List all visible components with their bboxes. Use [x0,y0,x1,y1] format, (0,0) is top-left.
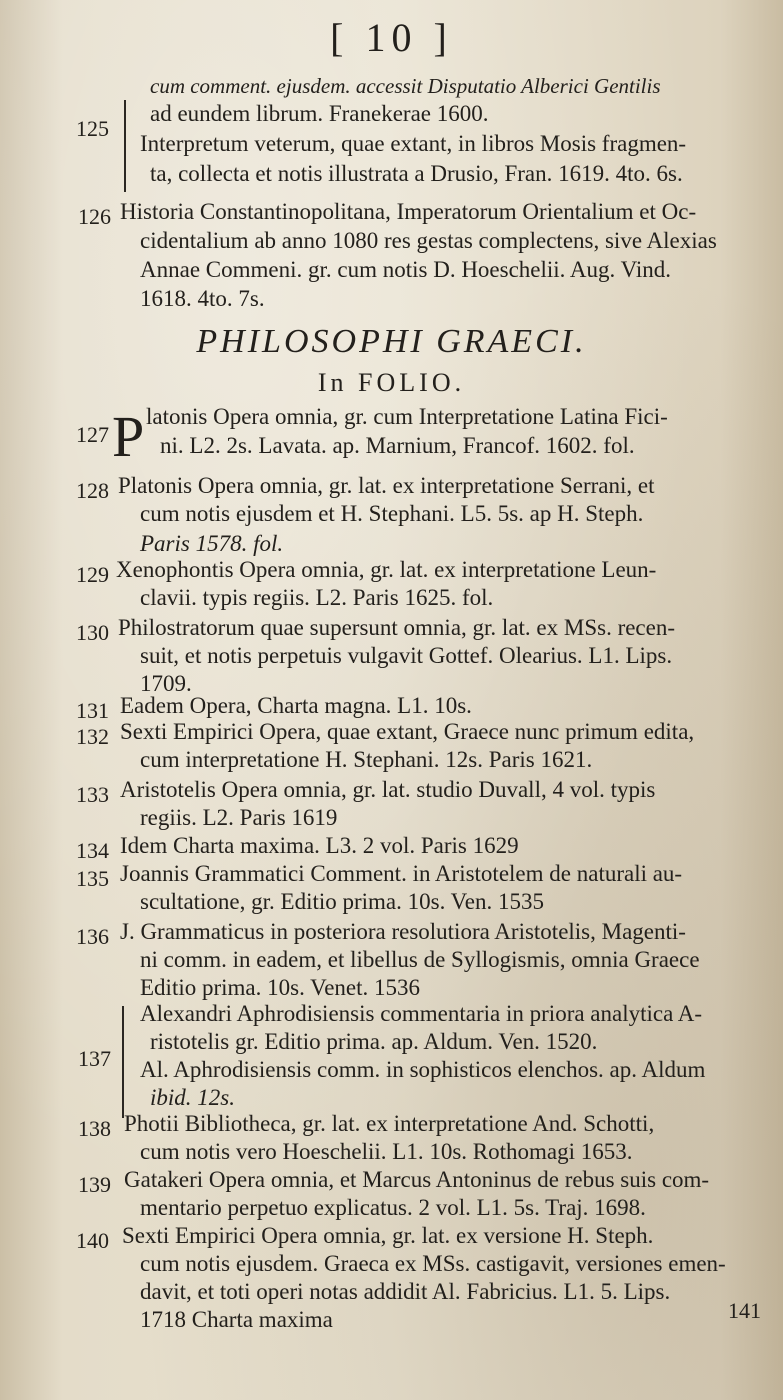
entry-line: J. Grammaticus in posteriora resolutiora Aristotelis, Magenti- [120,919,686,944]
brace-125 [124,100,126,192]
entry-line: Xenophontis Opera omnia, gr. lat. ex interpretatione Leun- [116,557,657,582]
entry-number: 138 [78,1116,111,1141]
entry-line: davit, et toti operi notas addidit Al. Fabricius. L1. 5. Lips. [140,1279,671,1304]
entry-line: 1718 Charta maxima [140,1307,333,1332]
entry-number: 139 [78,1172,111,1197]
entry-line: cum comment. ejusdem. accessit Disputatio Alberici Gentilis [150,74,661,98]
entry-line: ristotelis gr. Editio prima. ap. Aldum. Ven. 1520. [150,1029,598,1054]
entry-line: Sexti Empirici Opera omnia, gr. lat. ex versione H. Steph. [122,1223,654,1248]
entry-line: regiis. L2. Paris 1619 [140,805,338,830]
entry-line: Eadem Opera, Charta magna. L1. 10s. [120,693,472,718]
entry-line: Sexti Empirici Opera, quae extant, Graece nunc primum edita, [120,719,695,744]
entry-number: 130 [76,620,109,645]
entry-number: 129 [76,562,109,587]
entry-line: Paris 1578. fol. [140,531,284,556]
entry-line: 1618. 4to. 7s. [140,286,265,311]
entry-line: Interpretum veterum, quae extant, in libros Mosis fragmen- [140,131,687,156]
entry-number: 135 [76,866,109,891]
entry-line: Platonis Opera omnia, gr. lat. ex interpretatione Serrani, et [118,473,655,498]
entry-line: ad eundem librum. Franekerae 1600. [150,101,489,126]
entry-line: clavii. typis regiis. L2. Paris 1625. fol. [140,585,494,610]
entry-line: ni. L2. 2s. Lavata. ap. Marnium, Francof. 1602. fol. [160,433,635,458]
entry-line: cum notis ejusdem. Graeca ex MSs. castigavit, versiones emen- [140,1251,726,1276]
entry-line: cidentalium ab anno 1080 res gestas complectens, sive Alexias [140,228,717,253]
entry-line: Historia Constantinopolitana, Imperatorum Orientalium et Oc- [120,199,697,224]
entry-number: 126 [78,204,111,229]
entry-line: Editio prima. 10s. Venet. 1536 [140,975,421,1000]
catchword: 141 [728,1298,761,1323]
entry-line: Photii Bibliotheca, gr. lat. ex interpretatione And. Schotti, [124,1111,655,1136]
page-number: [ 10 ] [330,15,453,60]
entry-line: mentario perpetuo explicatus. 2 vol. L1. 5s. Traj. 1698. [140,1195,646,1220]
section-heading: PHILOSOPHI GRAECI. [196,323,587,360]
entry-line: 1709. [140,671,192,696]
entry-line: Alexandri Aphrodisiensis commentaria in priora analytica A- [140,1001,703,1026]
entry-line: Idem Charta maxima. L3. 2 vol. Paris 1629 [120,833,519,858]
entry-line: Philostratorum quae supersunt omnia, gr. lat. ex MSs. recen- [118,615,676,640]
entry-line: cum notis vero Hoeschelii. L1. 10s. Rothomagi 1653. [140,1139,633,1164]
entry-number: 128 [76,478,109,503]
entry-line: ni comm. in eadem, et libellus de Syllogismis, omnia Graece [140,947,700,972]
entry-line: Al. Aphrodisiensis comm. in sophisticos elenchos. ap. Aldum [140,1057,706,1082]
entry-line: latonis Opera omnia, gr. cum Interpretatione Latina Fici- [146,404,668,429]
entry-number: 132 [76,724,109,749]
entry-number: 127 [76,422,109,447]
entry-line: cum interpretatione H. Stephani. 12s. Paris 1621. [140,747,593,772]
entry-number: 137 [78,1046,111,1071]
section-subheading: In FOLIO. [317,368,466,397]
entry-number: 134 [76,838,109,863]
entry-line: Aristotelis Opera omnia, gr. lat. studio Duvall, 4 vol. typis [120,777,656,802]
entry-line: Annae Commeni. gr. cum notis D. Hoeschelii. Aug. Vind. [140,257,671,282]
entry-line: Joannis Grammatici Comment. in Aristotelem de naturali au- [120,861,683,886]
drop-cap: P [112,404,145,469]
entry-number: 125 [76,116,109,141]
entry-line: cum notis ejusdem et H. Stephani. L5. 5s. ap H. Steph. [140,501,644,526]
entry-number: 140 [76,1228,109,1253]
entry-line: Gatakeri Opera omnia, et Marcus Antoninus de rebus suis com- [124,1167,710,1192]
entry-number: 133 [76,782,109,807]
entry-line: scultatione, gr. Editio prima. 10s. Ven. 1535 [140,889,544,914]
brace-137 [122,1006,124,1118]
entry-number: 131 [76,698,109,723]
entry-line: ibid. 12s. [150,1085,235,1110]
entry-line: ta, collecta et notis illustrata a Drusio, Fran. 1619. 4to. 6s. [150,161,683,186]
entry-number: 136 [76,924,109,949]
entry-line: suit, et notis perpetuis vulgavit Gottef. Olearius. L1. Lips. [140,643,673,668]
